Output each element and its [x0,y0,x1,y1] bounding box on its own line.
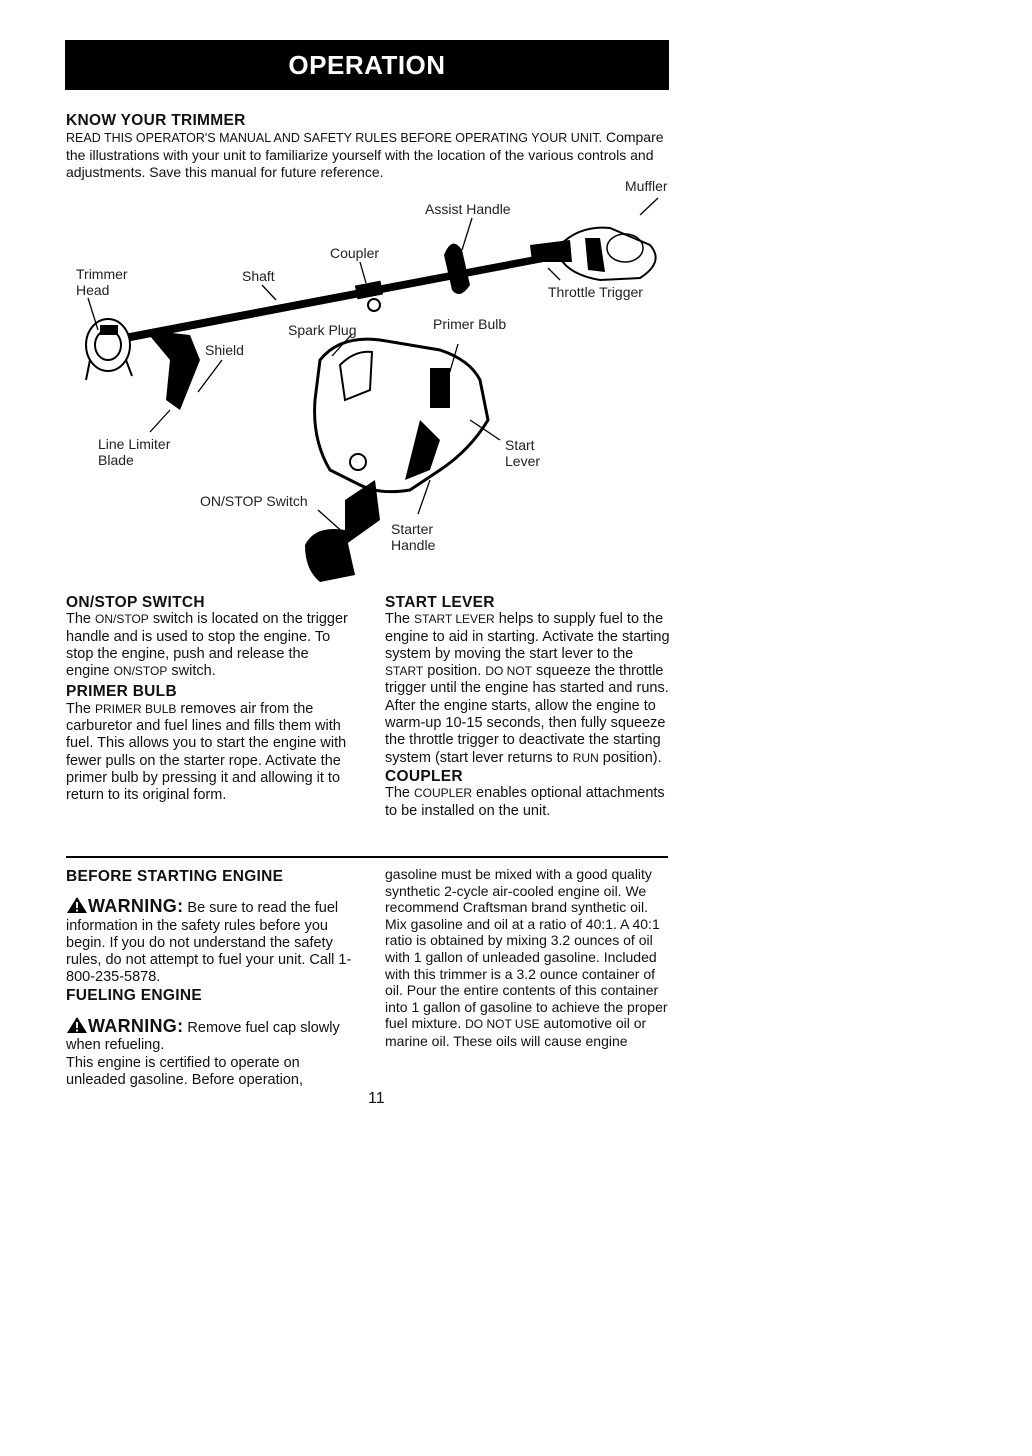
label-on-stop-switch: ON/STOP Switch [200,493,308,509]
know-text: READ THIS OPERATOR'S MANUAL AND SAFETY RULES BEFORE OPERATING YOUR UNIT. Compare the illustrations with your unit to familiarize yourself with the location of the various controls and adjustments. Save this manual for future reference. [66,129,664,180]
warning-triangle-icon [66,896,88,914]
right-column-lower [385,866,670,1050]
label-throttle-trigger: Throttle Trigger [548,284,643,300]
on-stop-text: The ON/STOP switch is located on the trigger handle and is used to stop the engine. To stop the engine, push and release the engine ON/STOP switch. [66,611,348,680]
start-lever-text: The START LEVER helps to supply fuel to the engine to aid in starting. Activate the starting system by moving the start lever to the START position. DO NOT squeeze the throttle trigger until the engine has started and runs. After the engine starts, allow the engine to warm-up 10-15 seconds, then fully squeeze the throttle trigger to deactivate the starting system (start lever returns to RUN position). [385,611,670,766]
left-column-upper [66,594,356,805]
before-starting-heading: BEFORE STARTING ENGINE [66,868,284,885]
know-heading: KNOW YOUR TRIMMER [66,112,246,129]
label-primer-bulb: Primer Bulb [433,316,507,332]
label-lever: Lever [505,453,541,469]
fueling-heading: FUELING ENGINE [66,986,202,1004]
shield-drawing [145,330,200,410]
label-shield: Shield [205,342,244,358]
warning-triangle-icon [66,1016,88,1034]
fuel-mix-text: gasoline must be mixed with a good quality synthetic 2-cycle air-cooled engine oil. We recommend Craftsman brand synthetic oil. Mix gasoline and oil at a ratio of 40:1. A 40:1 ratio is obtained by mixing 3.2 ounces of oil with 1 gallon of unleaded gasoline. Included with this trimmer is a 3.2 ounce container of oil. Pour the entire contents of this container into 1 gallon of gasoline to achieve the proper fuel mixture. DO NOT USE automotive oil or marine oil. These oils will cause engine [385,866,668,1049]
label-spark-plug: Spark Plug [288,322,357,338]
warning-1: WARNING: Be sure to read the fuel information in the safety rules before you begin. If you do not understand the safety rules, do not attempt to fuel your unit. Call 1-800-235-5878. [66,896,352,986]
on-stop-heading: ON/STOP SWITCH [66,594,205,611]
start-lever-heading: START LEVER [385,594,495,611]
label-assist-handle: Assist Handle [425,201,511,217]
section-divider [66,856,668,858]
page-number: 11 [368,1090,385,1107]
operation-banner: OPERATION [65,40,669,90]
coupler-text: The COUPLER enables optional attachments to be installed on the unit. [385,785,665,819]
label-muffler: Muffler [625,178,668,194]
label-coupler: Coupler [330,245,380,261]
trimmer-diagram [0,0,1032,600]
label-trimmer: Trimmer [76,266,128,282]
coupler-heading: COUPLER [385,767,463,785]
label-start: Start [505,437,535,453]
rear-handle-drawing [530,228,656,280]
fueling-text: This engine is certified to operate on unleaded gasoline. Before operation, [66,1054,304,1088]
label-shaft: Shaft [242,268,275,284]
label-blade: Blade [98,452,134,468]
primer-text: The PRIMER BULB removes air from the carburetor and fuel lines and fills them with fuel. This allows you to start the engine with fewer pulls on the starter rope. Activate the primer bulb by pressing it and allowing it to return to its original form. [66,700,347,804]
label-handle: Handle [391,537,436,553]
coupler-drawing [355,281,383,311]
warning-2: WARNING: Remove fuel cap slowly when refueling. [66,1016,340,1054]
label-line-limiter: Line Limiter [98,436,171,452]
left-column-lower [66,868,354,1089]
label-head: Head [76,282,110,298]
assist-handle-drawing [444,244,470,294]
right-column-upper [385,594,672,820]
trimmer-head-drawing [86,319,132,380]
label-starter: Starter [391,521,434,537]
primer-heading: PRIMER BULB [66,683,177,701]
